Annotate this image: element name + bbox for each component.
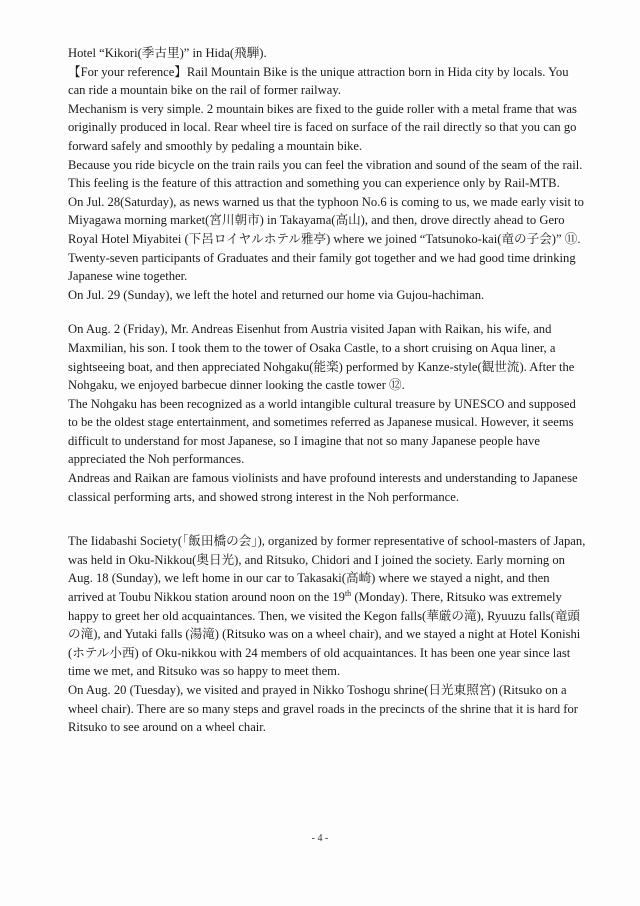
paragraph-iidabashi-society xyxy=(68,532,588,681)
paragraph-rail-mtb-reference: 【For your reference】Rail Mountain Bike is the unique attraction born in Hida city by locals. You can ride a mountain bike on the rail of former railway. xyxy=(68,64,569,98)
paragraph-jul-29: On Jul. 29 (Sunday), we left the hotel and returned our home via Gujou-hachiman. xyxy=(68,287,485,302)
document-body xyxy=(68,44,588,737)
paragraph-nohgaku: The Nohgaku has been recognized as a world intangible cultural treasure by UNESCO and supposed to be the oldest stage entertainment, and sometimes referred as Japanese musical. However, it seems difficult to understand for most Japanese, so I imagine that not so many Japanese people have appreciated the Noh performances. xyxy=(68,396,576,467)
ordinal-suffix: th xyxy=(344,588,352,598)
paragraph-mechanism: Mechanism is very simple. 2 mountain bikes are fixed to the guide roller with a metal frame that was originally produced in local. Rear wheel tire is faced on surface of the rail directly so that you can go forward safely and smoothly by pedaling a mountain bike. xyxy=(68,101,577,153)
paragraph-aug-20: On Aug. 20 (Tuesday), we visited and prayed in Nikko Toshogu shrine(日光東照宮) (Ritsuko on a wheel chair). There are so many steps and gravel roads in the precincts of the shrine that it is hard for Ritsuko to see around on a wheel chair. xyxy=(68,683,578,735)
paragraph-andreas-raikan: Andreas and Raikan are famous violinists and have profound interests and understanding to Japanese classical performing arts, and showed strong interest in the Noh performance. xyxy=(68,471,578,504)
paragraph-hotel-kikori: Hotel “Kikori(季古里)” in Hida(飛騨). xyxy=(68,46,267,60)
paragraph-gap xyxy=(68,304,588,320)
paragraph-rail-feeling: Because you ride bicycle on the train rails you can feel the vibration and sound of the seam of the rail. This feeling is the feature of this attraction and something you can experience only by Rail-MTB. xyxy=(68,157,583,191)
iidabashi-text-part-2: (Monday). There, Ritsuko was extremely happy to greet her old acquaintances. Then, we visited the Kegon falls(華厳の滝), Ryuuzu falls(竜頭の滝), and Yutaki falls (湯滝) (Ritsuko was on a wheel chair), and we stayed a night at Hotel Konishi (ホテル小西) of Oku-nikkou with 24 members of old acquaintances. It has been one year since last time we met, and Ritsuko was so happy to meet them. xyxy=(68,590,581,679)
page-number: - 4 - xyxy=(311,833,329,844)
paragraph-gap xyxy=(68,506,588,532)
iidabashi-text-part-1: The Iidabashi Society(「飯田橋の会」), organized by former representative of school-masters of Japan, was held in Oku-Nikkou(奥日光), and Ritsuko, Chidori and I joined the society. Early morning on Aug. 18 (Sunday), we left home in our car to Takasaki(高崎) where we stayed a night, and then arrived at Toubu Nikkou station around noon on the 19 xyxy=(68,534,586,605)
paragraph-jul-28: On Jul. 28(Saturday), as news warned us that the typhoon No.6 is coming to us, we made early visit to Miyagawa morning market(宮川朝市) in Takayama(高山), and then, drove directly ahead to Gero Royal Hotel Miyabitei (下呂ロイヤルホテル雅亭) where we joined “Tatsunoko-kai(竜の子会)” ⑪. Twenty-seven participants of Graduates and their family got together and we had good time drinking Japanese wine together. xyxy=(68,194,584,284)
paragraph-aug-2: On Aug. 2 (Friday), Mr. Andreas Eisenhut from Austria visited Japan with Raikan, his wife, and Maxmilian, his son. I took them to the tower of Osaka Castle, to a short cruising on Aqua liner, a sightseeing boat, and then appreciated Nohgaku(能楽) performed by Kanze-style(観世流). After the Nohgaku, we enjoyed barbecue dinner looking the castle tower ⑫. xyxy=(68,322,575,393)
